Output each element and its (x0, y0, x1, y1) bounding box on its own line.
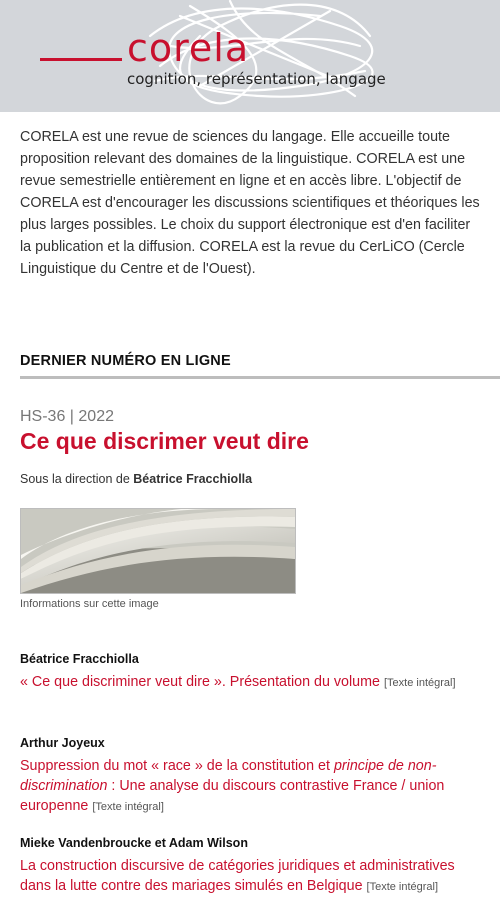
article-author: Mieke Vandenbroucke et Adam Wilson (20, 836, 248, 850)
full-text-link[interactable]: [Texte intégral] (92, 801, 164, 813)
article-author: Arthur Joyeux (20, 736, 105, 750)
section-divider (20, 376, 500, 379)
issue-cover-image[interactable] (20, 508, 296, 594)
issue-director: Béatrice Fracchiolla (133, 472, 253, 486)
issue-title-link[interactable]: Ce que discrimer veut dire (20, 428, 309, 454)
article-item (20, 652, 485, 693)
section-title-latest-issue: DERNIER NUMÉRO EN LIGNE (20, 353, 231, 369)
image-info-link[interactable]: Informations sur cette image (20, 598, 159, 610)
full-text-link[interactable]: [Texte intégral] (366, 881, 439, 893)
issue-direction (20, 472, 252, 486)
article-item (20, 836, 485, 897)
article-author: Béatrice Fracchiolla (20, 652, 139, 666)
direction-prefix: Sous la direction de (20, 472, 130, 486)
article-title-link[interactable]: La construction discursive de catégories juridiques et administratives dans la lutte contre des mariages simulés en Belgique [Texte intégral] (20, 858, 455, 894)
article-title-link[interactable]: Suppression du mot « race » de la constitution et principe de non-discrimination : Une analyse du discours contrastive France / union europenne [Texte intégral] (20, 758, 445, 814)
logo-accent-line (40, 58, 122, 61)
full-text-link[interactable]: [Texte intégral] (383, 677, 456, 689)
issue-number: HS-36 | 2022 (20, 408, 114, 425)
site-header (0, 0, 500, 112)
site-tagline: cognition, représentation, langage (127, 70, 386, 88)
article-title-link[interactable]: « Ce que discriminer veut dire ». Présentation du volume [Texte intégral] (20, 674, 456, 690)
site-logo[interactable]: corela (127, 26, 250, 70)
article-item (20, 736, 485, 817)
journal-description: CORELA est une revue de sciences du langage. Elle accueille toute proposition relevant des domaines de la linguistique. CORELA est une revue semestrielle entièrement en ligne et en accès libre. L'objectif de CORELA est d'encourager les discussions scientifiques et théoriques les plus larges possibles. Le choix du support électronique est d'en faciliter la publication et la diffusion. CORELA est la revue du CerLiCO (Cercle Linguistique du Centre et de l'Ouest). (20, 129, 480, 277)
book-pages-image (21, 509, 295, 593)
